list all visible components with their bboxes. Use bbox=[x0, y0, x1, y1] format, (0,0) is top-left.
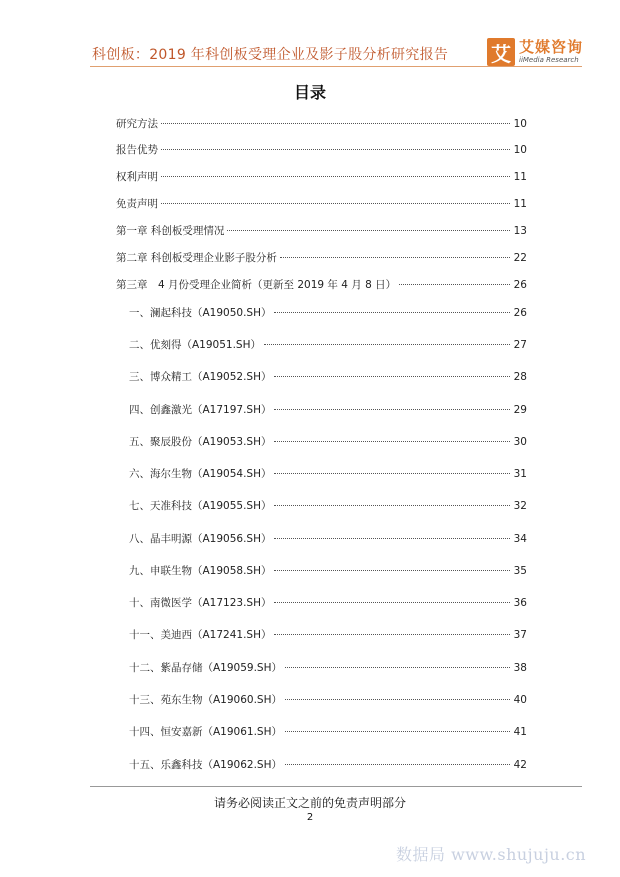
toc-subentry-code: （A17241.SH） bbox=[192, 629, 272, 641]
toc-entry-page: 10 bbox=[513, 118, 527, 130]
toc-subentry[interactable] bbox=[129, 627, 527, 643]
toc-subentry[interactable] bbox=[129, 724, 527, 740]
toc-entry-page: 32 bbox=[513, 500, 527, 512]
toc-leader-dots bbox=[274, 634, 510, 635]
toc-subentry-label: 十二、紫晶存储 bbox=[129, 662, 203, 674]
toc-subentry-label: 四、创鑫激光 bbox=[129, 404, 192, 416]
toc-entry-page: 11 bbox=[513, 171, 527, 183]
toc-subentry-code: （A19053.SH） bbox=[192, 436, 272, 448]
toc-subentry-label: 三、博众精工 bbox=[129, 371, 192, 383]
toc-leader-dots bbox=[399, 284, 510, 285]
toc-subentry-label: 十四、恒安嘉新 bbox=[129, 726, 203, 738]
toc-leader-dots bbox=[227, 230, 510, 231]
toc-subentry[interactable] bbox=[129, 434, 527, 450]
toc-subentry-code: （A19055.SH） bbox=[192, 500, 272, 512]
toc-subentry-code: （A19056.SH） bbox=[192, 533, 272, 545]
toc-leader-dots bbox=[285, 764, 510, 765]
toc-subentry[interactable] bbox=[129, 692, 527, 708]
toc-entry-label: 免责声明 bbox=[116, 198, 158, 210]
toc-leader-dots bbox=[280, 257, 510, 258]
footer-divider bbox=[90, 786, 582, 787]
toc-subentry[interactable] bbox=[129, 305, 527, 321]
toc-leader-dots bbox=[285, 667, 510, 668]
toc-subentry-code: （A17123.SH） bbox=[192, 597, 272, 609]
toc-entry-page: 29 bbox=[513, 404, 527, 416]
toc-leader-dots bbox=[274, 409, 510, 410]
logo-cn-text: 艾媒咨询 bbox=[519, 38, 584, 56]
toc-entry-page: 36 bbox=[513, 597, 527, 609]
toc-subentry-code: （A19058.SH） bbox=[192, 565, 272, 577]
toc-subentry[interactable] bbox=[129, 595, 527, 611]
toc-leader-dots bbox=[161, 123, 510, 124]
page-number: 2 bbox=[306, 812, 314, 823]
toc-subentry-label: 十五、乐鑫科技 bbox=[129, 759, 203, 771]
toc-subentry[interactable] bbox=[129, 757, 527, 773]
toc-subentry-code: （A19052.SH） bbox=[192, 371, 272, 383]
toc-entry-page: 26 bbox=[513, 307, 527, 319]
toc-leader-dots bbox=[161, 149, 510, 150]
toc-subentry-label: 二、优刻得 bbox=[129, 339, 182, 351]
toc-leader-dots bbox=[274, 538, 510, 539]
toc-subentry-code: （A19051.SH） bbox=[181, 339, 261, 351]
iimedia-logo bbox=[487, 38, 583, 66]
toc-subentry-label: 十、南微医学 bbox=[129, 597, 192, 609]
toc-entry-page: 40 bbox=[513, 694, 527, 706]
toc-entry-label: 第一章 科创板受理情况 bbox=[116, 225, 225, 237]
toc-leader-dots bbox=[264, 344, 510, 345]
toc-entry[interactable] bbox=[116, 142, 527, 158]
toc-entry-page: 41 bbox=[513, 726, 527, 738]
toc-subentry[interactable] bbox=[129, 660, 527, 676]
toc-entry-label: 权利声明 bbox=[116, 171, 158, 183]
toc-entry-page: 22 bbox=[513, 252, 527, 264]
toc-subentry-label: 十一、美迪西 bbox=[129, 629, 192, 641]
toc-entry-page: 10 bbox=[513, 144, 527, 156]
toc-subentry-code: （A19050.SH） bbox=[192, 307, 272, 319]
toc-leader-dots bbox=[274, 505, 510, 506]
toc-subentry-label: 八、晶丰明源 bbox=[129, 533, 192, 545]
toc-leader-dots bbox=[274, 602, 510, 603]
toc-title: 目录 bbox=[293, 83, 326, 102]
toc-subentry[interactable] bbox=[129, 369, 527, 385]
toc-subentry-label: 六、海尔生物 bbox=[129, 468, 192, 480]
toc-entry-label: 第二章 科创板受理企业影子股分析 bbox=[116, 252, 277, 264]
toc-entry[interactable] bbox=[116, 277, 527, 293]
toc-leader-dots bbox=[274, 441, 510, 442]
toc-entry-page: 35 bbox=[513, 565, 527, 577]
toc-subentry[interactable] bbox=[129, 531, 527, 547]
toc-leader-dots bbox=[274, 312, 510, 313]
toc-entry[interactable] bbox=[116, 223, 527, 239]
toc-subentry-label: 九、申联生物 bbox=[129, 565, 192, 577]
toc-entry-page: 34 bbox=[513, 533, 527, 545]
toc-entry[interactable] bbox=[116, 116, 527, 132]
watermark: 数据局 www.shujuju.cn bbox=[396, 845, 587, 864]
toc-entry-page: 37 bbox=[513, 629, 527, 641]
logo-en-text: iiMedia Research bbox=[519, 56, 579, 64]
report-header-title: 科创板：2019 年科创板受理企业及影子股分析研究报告 bbox=[92, 47, 449, 63]
toc-subentry-code: （A17197.SH） bbox=[192, 404, 272, 416]
toc-subentry-code: （A19054.SH） bbox=[192, 468, 272, 480]
footer-disclaimer: 请务必阅读正文之前的免责声明部分 bbox=[213, 796, 406, 810]
header-divider bbox=[90, 66, 582, 67]
toc-entry-page: 26 bbox=[513, 279, 527, 291]
toc-entry-page: 13 bbox=[513, 225, 527, 237]
toc-entry-page: 38 bbox=[513, 662, 527, 674]
toc-subentry-code: （A19060.SH） bbox=[202, 694, 282, 706]
toc-subentry-label: 七、天准科技 bbox=[129, 500, 192, 512]
toc-subentry-code: （A19061.SH） bbox=[202, 726, 282, 738]
toc-leader-dots bbox=[285, 699, 510, 700]
toc-leader-dots bbox=[285, 731, 510, 732]
toc-leader-dots bbox=[274, 570, 510, 571]
toc-subentry[interactable] bbox=[129, 402, 527, 418]
toc-entry[interactable] bbox=[116, 196, 527, 212]
toc-entry-page: 30 bbox=[513, 436, 527, 448]
toc-leader-dots bbox=[161, 203, 510, 204]
toc-subentry-code: （A19062.SH） bbox=[202, 759, 282, 771]
toc-entry[interactable] bbox=[116, 169, 527, 185]
toc-subentry[interactable] bbox=[129, 498, 527, 514]
toc-entry[interactable] bbox=[116, 250, 527, 266]
toc-entry-label: 研究方法 bbox=[116, 118, 158, 130]
toc-subentry-label: 十三、苑东生物 bbox=[129, 694, 203, 706]
toc-subentry[interactable] bbox=[129, 466, 527, 482]
toc-subentry[interactable] bbox=[129, 563, 527, 579]
toc-subentry[interactable] bbox=[129, 337, 527, 353]
toc-entry-page: 27 bbox=[513, 339, 527, 351]
logo-mark-icon: 艾 bbox=[487, 38, 515, 66]
toc-subentry-label: 五、聚辰股份 bbox=[129, 436, 192, 448]
toc-entry-page: 31 bbox=[513, 468, 527, 480]
toc-leader-dots bbox=[274, 473, 510, 474]
toc-entry-page: 28 bbox=[513, 371, 527, 383]
toc-subentry-label: 一、澜起科技 bbox=[129, 307, 192, 319]
toc-entry-label: 报告优势 bbox=[116, 144, 158, 156]
toc-entry-label: 第三章 4 月份受理企业简析（更新至 2019 年 4 月 8 日） bbox=[116, 279, 397, 291]
toc-entry-page: 42 bbox=[513, 759, 527, 771]
toc-subentry-code: （A19059.SH） bbox=[202, 662, 282, 674]
toc-leader-dots bbox=[274, 376, 510, 377]
toc-leader-dots bbox=[161, 176, 510, 177]
toc-entry-page: 11 bbox=[513, 198, 527, 210]
